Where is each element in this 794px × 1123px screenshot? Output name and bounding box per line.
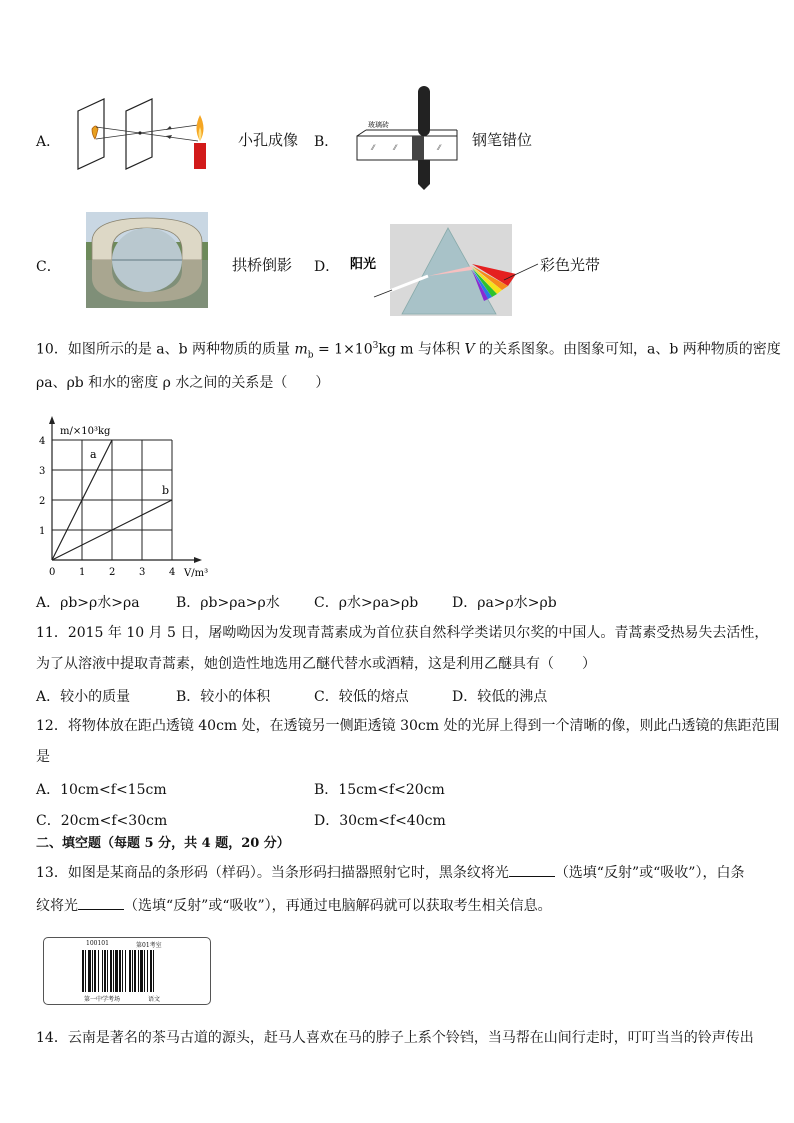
barcode-bar: [154, 950, 155, 992]
x-tick-label: 0: [49, 567, 56, 578]
svg-text:⁄⁄: ⁄⁄: [394, 144, 397, 152]
q10-option-b: B．ρb>ρa>ρ水: [176, 595, 280, 611]
barcode-top-right: 第01考室: [136, 942, 162, 949]
x-tick-label: 3: [139, 567, 146, 578]
question-11-line-1: 11．2015 年 10 月 5 日，屠呦呦因为发现青蒿素成为首位获自然科学类诺贝尔奖的中国人。青蒿素受热易失去活性，: [36, 625, 769, 641]
option-d-caption: 彩色光带: [540, 256, 601, 274]
x-axis-label: V/m³: [184, 568, 209, 579]
q12-option-c: C．20cm<f<30cm: [36, 813, 168, 829]
pinhole-camera-figure: [70, 97, 220, 173]
question-12-line-1: 12．将物体放在距凸透镜 40cm 处，在透镜另一侧距透镜 30cm 处的光屏上得到一个清晰的像，则此凸透镜的焦距范围: [36, 718, 780, 734]
question-10-line-1: 10．如图所示的是 a、b 两种物质的质量 $m_b = 1\times 10^3kg$ m 与体积 V 的关系图象。由图象可知，a、b 两种物质的密度: [36, 341, 781, 361]
q12-option-d: D．30cm<f<40cm: [314, 813, 446, 829]
y-tick-label: 4: [39, 436, 46, 447]
option-d-label: D．: [314, 259, 340, 275]
barcode-bars: [82, 950, 178, 992]
prism-dispersion-figure: [344, 224, 544, 316]
y-tick-label: 3: [39, 466, 46, 477]
q11-option-d: D．较低的沸点: [452, 689, 548, 705]
question-11-line-2: 为了从溶液中提取青蒿素，她创造性地选用乙醚代替水或酒精，这是利用乙醚具有（ ）: [36, 656, 596, 672]
q10-option-d: D．ρa>ρ水>ρb: [452, 595, 557, 611]
option-a-caption: 小孔成像: [238, 131, 299, 149]
series-label-b: b: [162, 484, 170, 497]
question-12-line-2: 是: [36, 749, 50, 765]
glass-brick-label: 玻璃砖: [368, 121, 389, 129]
x-axis-arrow: [194, 557, 202, 563]
arch-bridge-reflection-photo: [86, 212, 208, 308]
y-tick-label: 2: [39, 496, 46, 507]
barcode-bottom-left: 第一中学考场: [84, 996, 121, 1003]
y-tick-label: 1: [39, 526, 46, 537]
barcode-figure: [43, 937, 211, 1005]
question-13-line-1: 13．如图是某商品的条形码（样码）。当条形码扫描器照射它时，黑条纹将光 （选填“反射”或“吸收”），白条: [36, 862, 744, 883]
option-b-caption: 钢笔错位: [472, 131, 533, 149]
q11-option-a: A．较小的质量: [36, 689, 131, 705]
option-b-label: B．: [314, 134, 339, 150]
q12-option-a: A．10cm<f<15cm: [36, 782, 167, 798]
sunlight-label: 阳光: [350, 257, 377, 272]
series-label-a: a: [90, 448, 97, 461]
option-c-label: C．: [36, 259, 61, 275]
option-c-caption: 拱桥倒影: [232, 256, 293, 274]
x-tick-label: 2: [109, 567, 116, 578]
question-14-line-1: 14．云南是著名的茶马古道的源头，赶马人喜欢在马的脖子上系个铃铛，当马帮在山间行走时，叮叮当当的铃声传出: [36, 1030, 754, 1046]
question-13-line-2: 纹将光 （选填“反射”或“吸收”），再通过电脑解码就可以获取考生相关信息。: [36, 895, 552, 916]
pen-glass-figure: [352, 84, 462, 190]
q11-option-c: C．较低的熔点: [314, 689, 409, 705]
q10-option-c: C．ρ水>ρa>ρb: [314, 595, 419, 611]
q11-option-b: B．较小的体积: [176, 689, 271, 705]
mass-volume-chart: [36, 404, 236, 580]
section-2-heading: 二、填空题（每题 5 分，共 4 题，20 分）: [36, 836, 290, 851]
barcode-bottom-right: 语文: [148, 996, 161, 1003]
question-10-line-2: ρa、ρb 和水的密度 ρ 水之间的关系是（ ）: [36, 375, 330, 391]
answer-blank-1[interactable]: [509, 862, 555, 877]
svg-text:⁄⁄: ⁄⁄: [438, 144, 441, 152]
q10-option-a: A．ρb>ρ水>ρa: [36, 595, 140, 611]
y-axis-label: m/×10³kg: [60, 426, 111, 437]
barcode-top-left: 100101: [86, 940, 109, 947]
x-tick-label: 4: [169, 567, 176, 578]
option-a-label: A．: [36, 134, 61, 150]
q12-option-b: B．15cm<f<20cm: [314, 782, 445, 798]
y-axis-arrow: [49, 416, 55, 424]
answer-blank-2[interactable]: [78, 895, 124, 910]
svg-text:⁄⁄: ⁄⁄: [372, 144, 375, 152]
x-tick-label: 1: [79, 567, 86, 578]
